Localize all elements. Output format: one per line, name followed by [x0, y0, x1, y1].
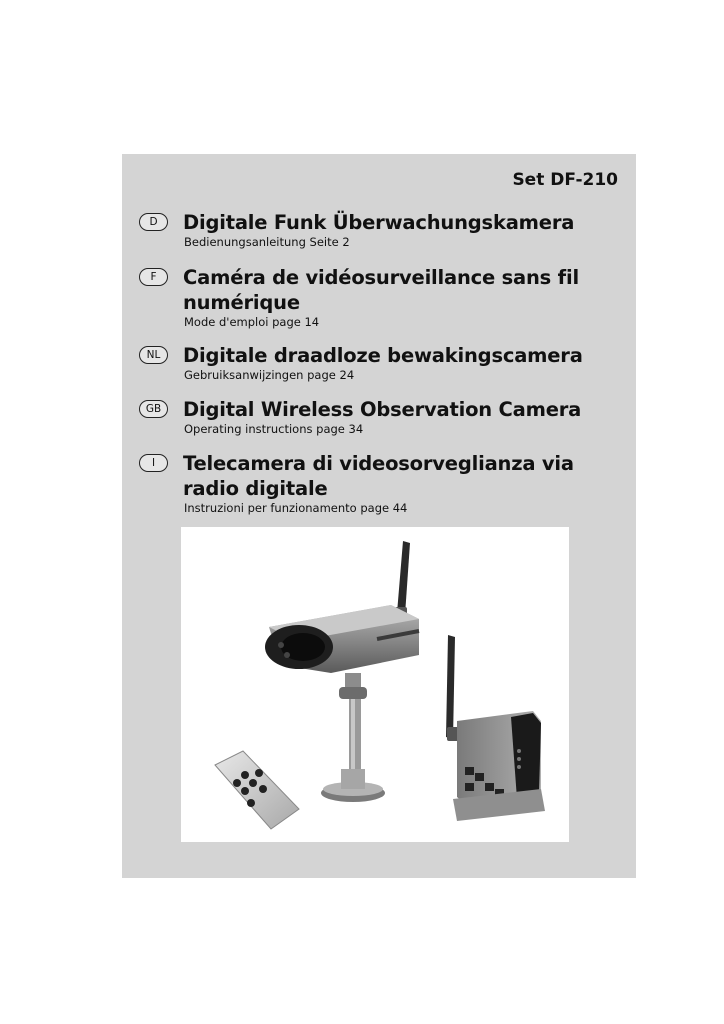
language-badge: NL — [139, 346, 168, 364]
product-photo — [181, 527, 569, 842]
set-label: Set DF-210 — [512, 170, 618, 190]
language-subtitle: Instruzioni per funzionamento page 44 — [184, 501, 408, 515]
language-title: Digitale Funk Überwachungskamera — [183, 211, 575, 234]
language-subtitle: Bedienungsanleitung Seite 2 — [184, 235, 350, 249]
language-subtitle: Operating instructions page 34 — [184, 422, 364, 436]
language-subtitle: Mode d'emploi page 14 — [184, 315, 320, 329]
language-title: Telecamera di videosorveglianza via radio digitale — [183, 452, 574, 500]
language-title: Caméra de vidéosurveillance sans fil numérique — [183, 266, 579, 314]
cover-panel — [122, 154, 636, 878]
language-subtitle: Gebruiksanwijzingen page 24 — [184, 368, 355, 382]
language-title: Digital Wireless Observation Camera — [183, 398, 582, 421]
language-badge: F — [139, 268, 168, 286]
language-badge: D — [139, 213, 168, 231]
language-title: Digitale draadloze bewakingscamera — [183, 344, 583, 367]
receiver-icon — [446, 635, 545, 821]
language-badge: GB — [139, 400, 168, 418]
language-badge: I — [139, 454, 168, 472]
remote-control-icon — [215, 751, 299, 829]
camera-icon — [265, 541, 419, 802]
